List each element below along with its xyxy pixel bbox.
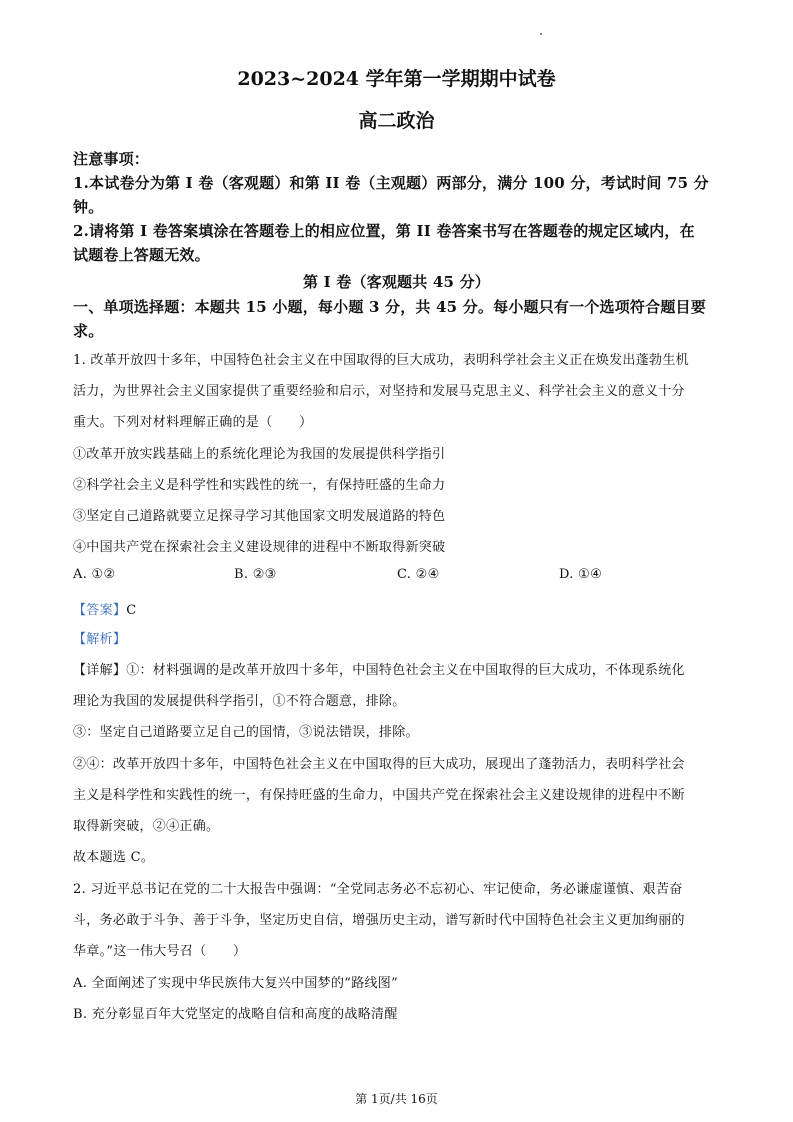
exam-title: 2023~2024 学年第一学期期中试卷 — [237, 68, 556, 90]
q1-option-c: C. ②④ — [397, 567, 440, 582]
q1-stem-line: 活力，为世界社会主义国家提供了重要经验和启示，对坚持和发展马克思主义、科学社会主义的意义十分 — [73, 384, 685, 399]
notice-item-2: 2.请将第 I 卷答案填涂在答题卷上的相应位置，第 II 卷答案书写在答题卷的规定区域内，在 — [73, 222, 695, 240]
q1-detail-line: 主义是科学性和实践性的统一，有保持旺盛的生命力，中国共产党在探索社会主义建设规律的进程中不断 — [73, 788, 685, 803]
detail-label: 【详解】 — [73, 663, 127, 678]
analysis-label: 【解析】 — [73, 632, 127, 647]
notice-item-2-cont: 试题卷上答题无效。 — [73, 246, 210, 264]
q2-stem-line: 2. 习近平总书记在党的二十大报告中强调：“全党同志务必不忘初心、牢记使命，务必谦虚谨慎、艰苦奋 — [73, 882, 683, 897]
q1-statement-2: ②科学社会主义是科学性和实践性的统一，有保持旺盛的生命力 — [73, 478, 446, 493]
q1-statement-1: ①改革开放实践基础上的系统化理论为我国的发展提供科学指引 — [73, 447, 446, 462]
q1-stem-line: 1. 改革开放四十多年，中国特色社会主义在中国取得的巨大成功，表明科学社会主义正在焕发出蓬勃生机 — [73, 353, 689, 368]
q1-detail-line: 理论为我国的发展提供科学指引，①不符合题意，排除。 — [73, 694, 406, 709]
q1-detail-line — [73, 659, 685, 678]
notice-item-1-cont: 钟。 — [73, 198, 104, 216]
answer-label: 【答案】 — [73, 603, 127, 618]
section-title: 第 I 卷（客观题共 45 分） — [303, 273, 490, 291]
q1-statement-4: ④中国共产党在探索社会主义建设规律的进程中不断取得新突破 — [73, 540, 446, 555]
section-instructions-cont: 求。 — [73, 322, 104, 340]
q1-option-a: A. ①② — [73, 567, 116, 582]
q1-detail-line: 取得新突破，②④正确。 — [73, 819, 220, 834]
q1-statement-3: ③坚定自己道路就要立足探寻学习其他国家文明发展道路的特色 — [73, 509, 446, 524]
section-instructions: 一、单项选择题：本题共 15 小题，每小题 3 分，共 45 分。每小题只有一个选项符合题目要 — [73, 298, 706, 316]
q1-detail-line: ③：坚定自己道路要立足自己的国情，③说法错误，排除。 — [73, 725, 419, 740]
notice-item-1: 1.本试卷分为第 I 卷（客观题）和第 II 卷（主观题）两部分，满分 100 分，考试时间 75 分 — [73, 174, 709, 192]
notice-heading: 注意事项： — [73, 150, 150, 168]
answer-value: C — [126, 603, 137, 618]
q2-option-b: B. 充分彰显百年大党坚定的战略自信和高度的战略清醒 — [73, 1007, 398, 1022]
detail-text: ①：材料强调的是改革开放四十多年，中国特色社会主义在中国取得的巨大成功，不体现系统化 — [126, 663, 685, 678]
page-footer: 第 1页/共 16页 — [355, 1092, 438, 1106]
q2-option-a: A. 全面阐述了实现中华民族伟大复兴中国梦的“路线图” — [73, 976, 399, 991]
scan-dot — [540, 33, 542, 35]
q1-detail-line: ②④：改革开放四十多年，中国特色社会主义在中国取得的巨大成功，展现出了蓬勃活力，表明科学社会 — [73, 757, 685, 772]
q2-stem-line: 华章。”这一伟大号召（ ） — [73, 944, 247, 959]
q1-conclusion: 故本题选 C。 — [73, 850, 155, 865]
q1-stem-line: 重大。下列对材料理解正确的是（ ） — [73, 415, 313, 430]
q1-option-d: D. ①④ — [559, 567, 603, 582]
exam-subject: 高二政治 — [358, 110, 435, 132]
q1-answer — [73, 599, 136, 618]
q1-option-b: B. ②③ — [234, 567, 277, 582]
q2-stem-line: 斗，务必敢于斗争、善于斗争，坚定历史自信，增强历史主动，谱写新时代中国特色社会主义更加绚丽的 — [73, 913, 685, 928]
